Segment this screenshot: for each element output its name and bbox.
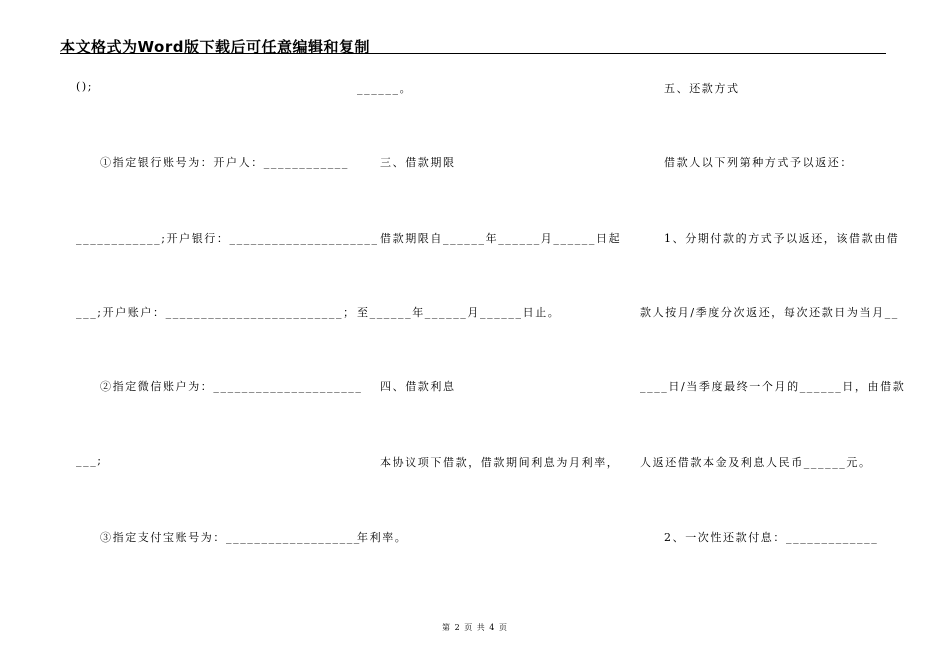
col2-line-4: 至______年______月______日止。 bbox=[357, 306, 561, 319]
col2-line-1: ______。 bbox=[357, 82, 413, 95]
col2-line-5: 四、借款利息 bbox=[380, 380, 456, 393]
col3-line-5: ____日/当季度最终一个月的______日，由借款 bbox=[640, 380, 906, 393]
col3-line-2: 借款人以下列第种方式予以返还： bbox=[664, 156, 853, 169]
col3-line-6: 人返还借款本金及利息人民币______元。 bbox=[640, 456, 872, 469]
col1-line-6: ___; bbox=[76, 454, 103, 467]
col3-line-1: 五、还款方式 bbox=[664, 82, 740, 95]
col1-line-2: ①指定银行账号为：开户人：____________ bbox=[100, 156, 349, 169]
col3-line-3: 1、分期付款的方式予以返还，该借款由借 bbox=[664, 232, 900, 245]
col2-line-6: 本协议项下借款，借款期间利息为月利率， bbox=[380, 456, 620, 469]
col1-line-3: ____________;开户银行：_____________________ bbox=[76, 232, 379, 245]
page-footer: 第 2 页 共 4 页 bbox=[442, 623, 508, 632]
col2-line-3: 借款期限自______年______月______日起 bbox=[380, 232, 622, 245]
col1-line-5: ②指定微信账户为：_____________________ bbox=[100, 380, 363, 393]
col2-line-2: 三、借款期限 bbox=[380, 156, 456, 169]
col1-line-4: ___;开户账户：_________________________； bbox=[76, 306, 356, 319]
header-divider bbox=[60, 53, 886, 54]
col3-line-7: 2、一次性还款付息：_____________ bbox=[664, 531, 879, 544]
col1-line-1: (); bbox=[76, 80, 94, 93]
col2-line-7: 年利率。 bbox=[357, 531, 408, 544]
col3-line-4: 款人按月/季度分次返还，每次还款日为当月__ bbox=[640, 306, 899, 319]
page-header-title: 本文格式为Word版下载后可任意编辑和复制 bbox=[60, 38, 370, 56]
col1-line-7: ③指定支付宝账号为：___________________ bbox=[100, 531, 361, 544]
